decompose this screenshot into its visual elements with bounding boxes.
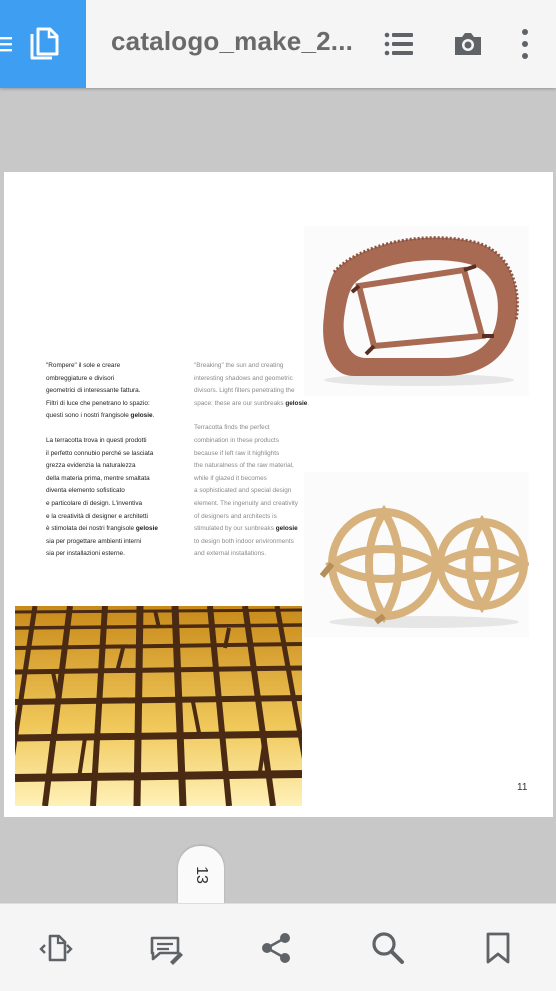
page-layout-icon[interactable] [38,930,74,966]
menu-icon [0,36,12,52]
english-paragraph-2: Terracotta finds the perfect combination in these products because if left raw it highlights the naturalness of the raw material, while if glazed it becomes a sophisticated and special design element. The ingenuity and creativity of designers and architects is stimulated by our sunbreaks [194,424,298,533]
bottom-toolbar [0,903,556,991]
camera-icon[interactable] [452,28,484,60]
italian-bold-term: gelosie [135,525,158,533]
golden-lattice-photo [15,606,302,806]
page-indicator-number: 13 [193,866,210,884]
search-icon[interactable] [370,930,406,966]
english-text-column: "Breaking" the sun and creating interesting shadows and geometric divisors. Light filters penetrating the space: these are our sunbreaks gelosie. Terracotta finds the perfect combination in these products because if left raw it highlights the naturalness of the raw material, while if glazed it becomes a sophisticated and special design element. The ingenuity and creativity of designers and architects is stimulated by our sunbreaks gelosie to design both indoor environments and external installations. [194,362,310,558]
english-paragraph-2-end: to design both indoor environments and external installations. [194,537,294,558]
more-vert-icon[interactable] [510,28,540,60]
italian-bold-term: gelosie [130,412,153,420]
page-number: 11 [517,782,528,793]
pdf-page [4,172,553,817]
documents-drawer-button[interactable] [0,0,86,88]
document-title: catalogo_make_2... [111,26,354,56]
terracotta-frame-photo [304,226,529,396]
comment-icon[interactable] [148,930,184,966]
bookmark-icon[interactable] [480,930,516,966]
italian-paragraph-2-end: sia per progettare ambienti interni sia per installazioni esterne. [46,537,142,558]
italian-paragraph-1: "Rompere" il sole e creare ombreggiature e divisori geometrici di interessante fattura. Filtri di luce che penetrano lo spazio: questi sono i nostri frangisole [46,362,150,420]
english-paragraph-1: "Breaking" the sun and creating interesting shadows and geometric divisors. Light filters penetrating the space: these are our sunbreaks [194,362,295,407]
documents-icon [28,26,60,62]
top-toolbar [0,0,556,88]
english-bold-term: gelosie [285,399,308,407]
english-bold-term: gelosie [275,525,298,533]
terracotta-lattice-photo [304,472,529,637]
share-icon[interactable] [258,930,294,966]
italian-text-column: "Rompere" il sole e creare ombreggiature e divisori geometrici di interessante fattura. Filtri di luce che penetrano lo spazio: questi sono i nostri frangisole gelosie. La terracotta trova in questi prodotti il perfetto connubio perché se lasciata grezza evidenzia la naturalezza della materia prima, mentre smaltata diventa elemento sofisticato e particolare di design. L'inventiva e la creatività di designer e architetti è stimolata dei nostri frangisole gelosie sia per progettare ambienti interni sia per installazioni esterne. [46,362,158,558]
table-of-contents-icon[interactable] [383,28,415,60]
page-indicator-tab[interactable] [178,846,224,904]
italian-paragraph-2: La terracotta trova in questi prodotti il perfetto connubio perché se lasciata grezza evidenzia la naturalezza della materia prima, mentre smaltata diventa elemento sofisticato e particolare di design. L'inventiva e la creatività di designer e architetti è stimolata dei nostri frangisole [46,436,154,533]
